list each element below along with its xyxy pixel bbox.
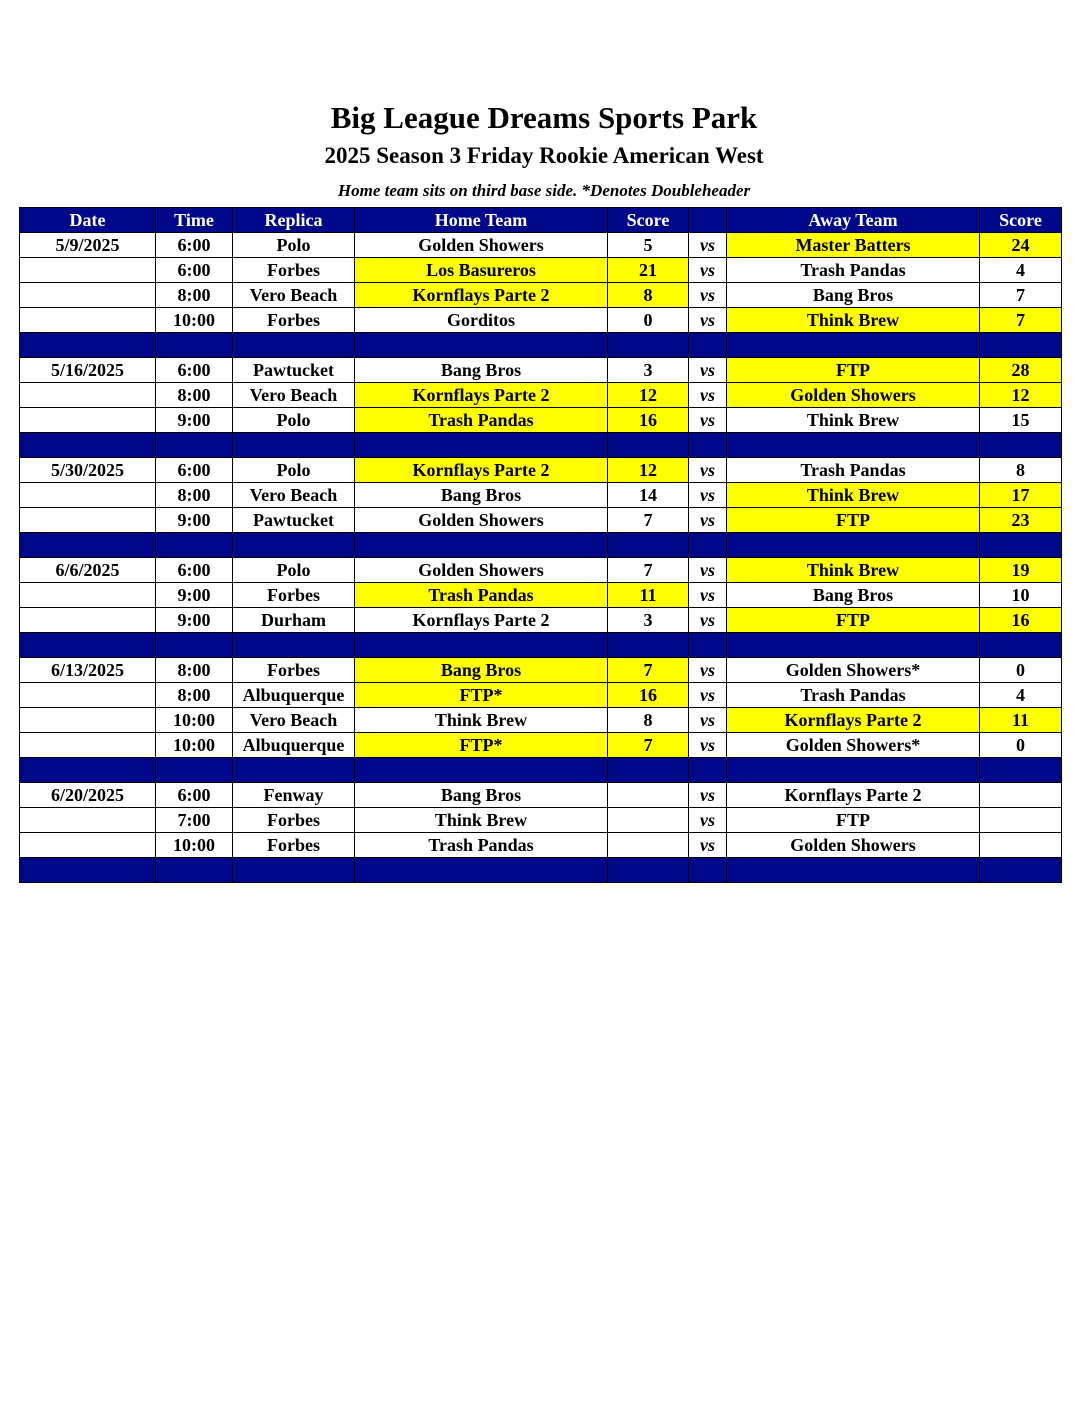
separator-cell — [20, 758, 156, 783]
table-row — [20, 458, 1062, 483]
away-team-cell: Kornflays Parte 2 — [727, 708, 980, 733]
time-cell: 6:00 — [156, 358, 233, 383]
away-score-cell: 24 — [980, 233, 1062, 258]
vs-cell: vs — [689, 733, 727, 758]
date-cell: 5/9/2025 — [20, 233, 156, 258]
separator-cell — [355, 633, 608, 658]
vs-cell: vs — [689, 283, 727, 308]
vs-cell: vs — [689, 558, 727, 583]
date-cell — [20, 583, 156, 608]
home-team-cell: Bang Bros — [355, 658, 608, 683]
away-team-cell: Trash Pandas — [727, 683, 980, 708]
date-cell: 6/6/2025 — [20, 558, 156, 583]
date-cell — [20, 683, 156, 708]
home-team-cell: Gorditos — [355, 308, 608, 333]
date-cell: 5/30/2025 — [20, 458, 156, 483]
away-score-cell: 4 — [980, 683, 1062, 708]
away-score-cell: 19 — [980, 558, 1062, 583]
separator-cell — [233, 858, 355, 883]
home-team-cell: Bang Bros — [355, 783, 608, 808]
away-team-cell: Trash Pandas — [727, 458, 980, 483]
home-team-note: Home team sits on third base side. *Denotes Doubleheader — [337, 181, 751, 200]
home-team-cell: Think Brew — [355, 708, 608, 733]
vs-cell: vs — [689, 308, 727, 333]
away-score-cell: 23 — [980, 508, 1062, 533]
separator-cell — [156, 633, 233, 658]
home-team-cell: Bang Bros — [355, 358, 608, 383]
replica-cell: Albuquerque — [233, 733, 355, 758]
separator-cell — [156, 333, 233, 358]
home-score-cell: 5 — [608, 233, 689, 258]
col-header-time: Time — [156, 208, 233, 233]
home-team-cell: Kornflays Parte 2 — [355, 383, 608, 408]
separator-cell — [355, 433, 608, 458]
table-row — [20, 608, 1062, 633]
time-cell: 6:00 — [156, 233, 233, 258]
time-cell: 10:00 — [156, 833, 233, 858]
separator-cell — [980, 758, 1062, 783]
home-team-cell: Kornflays Parte 2 — [355, 458, 608, 483]
away-score-cell: 11 — [980, 708, 1062, 733]
table-row — [20, 258, 1062, 283]
replica-cell: Vero Beach — [233, 283, 355, 308]
away-score-cell: 28 — [980, 358, 1062, 383]
home-team-cell: FTP* — [355, 683, 608, 708]
table-row — [20, 483, 1062, 508]
table-row — [20, 708, 1062, 733]
replica-cell: Forbes — [233, 308, 355, 333]
time-cell: 9:00 — [156, 408, 233, 433]
separator-cell — [608, 333, 689, 358]
away-score-cell: 12 — [980, 383, 1062, 408]
replica-cell: Fenway — [233, 783, 355, 808]
away-team-cell: Think Brew — [727, 483, 980, 508]
separator-cell — [20, 633, 156, 658]
table-header-row — [20, 208, 1062, 233]
replica-cell: Pawtucket — [233, 358, 355, 383]
table-row — [20, 783, 1062, 808]
table-row — [20, 833, 1062, 858]
time-cell: 8:00 — [156, 683, 233, 708]
away-team-cell: Golden Showers* — [727, 658, 980, 683]
table-row — [20, 733, 1062, 758]
home-score-cell — [608, 783, 689, 808]
replica-cell: Albuquerque — [233, 683, 355, 708]
home-team-cell: Kornflays Parte 2 — [355, 283, 608, 308]
date-cell — [20, 308, 156, 333]
separator-cell — [608, 758, 689, 783]
separator-cell — [727, 333, 980, 358]
col-header-vs — [689, 208, 727, 233]
schedule-body — [20, 233, 1062, 883]
date-cell — [20, 733, 156, 758]
home-team-cell: Trash Pandas — [355, 833, 608, 858]
separator-cell — [355, 758, 608, 783]
home-score-cell: 12 — [608, 458, 689, 483]
separator-cell — [20, 858, 156, 883]
home-score-cell: 7 — [608, 658, 689, 683]
vs-cell: vs — [689, 683, 727, 708]
time-cell: 9:00 — [156, 608, 233, 633]
separator-cell — [689, 333, 727, 358]
time-cell: 8:00 — [156, 383, 233, 408]
week-separator-row — [20, 633, 1062, 658]
col-header-replica: Replica — [233, 208, 355, 233]
replica-cell: Polo — [233, 458, 355, 483]
col-header-home-team: Home Team — [355, 208, 608, 233]
separator-cell — [727, 858, 980, 883]
away-score-cell: 4 — [980, 258, 1062, 283]
replica-cell: Forbes — [233, 833, 355, 858]
home-team-cell: Trash Pandas — [355, 408, 608, 433]
vs-cell: vs — [689, 408, 727, 433]
separator-cell — [608, 533, 689, 558]
home-score-cell: 8 — [608, 283, 689, 308]
home-score-cell: 8 — [608, 708, 689, 733]
away-team-cell: Golden Showers — [727, 383, 980, 408]
replica-cell: Vero Beach — [233, 383, 355, 408]
away-score-cell — [980, 808, 1062, 833]
vs-cell: vs — [689, 583, 727, 608]
vs-cell: vs — [689, 483, 727, 508]
away-score-cell: 0 — [980, 658, 1062, 683]
table-row — [20, 683, 1062, 708]
separator-cell — [689, 858, 727, 883]
away-team-cell: Master Batters — [727, 233, 980, 258]
separator-cell — [355, 533, 608, 558]
table-row — [20, 808, 1062, 833]
vs-cell: vs — [689, 358, 727, 383]
time-cell: 6:00 — [156, 558, 233, 583]
home-score-cell: 11 — [608, 583, 689, 608]
date-cell — [20, 508, 156, 533]
away-team-cell: Think Brew — [727, 308, 980, 333]
col-header-home-score: Score — [608, 208, 689, 233]
separator-cell — [156, 533, 233, 558]
vs-cell: vs — [689, 383, 727, 408]
date-cell — [20, 833, 156, 858]
separator-cell — [727, 533, 980, 558]
table-row — [20, 233, 1062, 258]
away-team-cell: Think Brew — [727, 558, 980, 583]
home-score-cell: 16 — [608, 683, 689, 708]
home-score-cell: 21 — [608, 258, 689, 283]
replica-cell: Polo — [233, 408, 355, 433]
home-team-cell: Think Brew — [355, 808, 608, 833]
home-team-cell: Golden Showers — [355, 508, 608, 533]
time-cell: 8:00 — [156, 658, 233, 683]
away-team-cell: Golden Showers — [727, 833, 980, 858]
home-score-cell: 16 — [608, 408, 689, 433]
vs-cell: vs — [689, 458, 727, 483]
time-cell: 9:00 — [156, 583, 233, 608]
away-team-cell: Trash Pandas — [727, 258, 980, 283]
separator-cell — [980, 433, 1062, 458]
home-team-cell: Kornflays Parte 2 — [355, 608, 608, 633]
separator-cell — [20, 533, 156, 558]
time-cell: 7:00 — [156, 808, 233, 833]
separator-cell — [608, 633, 689, 658]
col-header-away-score: Score — [980, 208, 1062, 233]
separator-cell — [233, 433, 355, 458]
week-separator-row — [20, 433, 1062, 458]
separator-cell — [689, 433, 727, 458]
table-row — [20, 558, 1062, 583]
date-cell — [20, 483, 156, 508]
table-row — [20, 508, 1062, 533]
replica-cell: Forbes — [233, 583, 355, 608]
vs-cell: vs — [689, 508, 727, 533]
separator-cell — [156, 858, 233, 883]
vs-cell: vs — [689, 808, 727, 833]
home-team-cell: Golden Showers — [355, 558, 608, 583]
away-score-cell: 16 — [980, 608, 1062, 633]
time-cell: 6:00 — [156, 258, 233, 283]
separator-cell — [608, 858, 689, 883]
vs-cell: vs — [689, 233, 727, 258]
schedule-table — [19, 207, 1062, 883]
home-team-cell: Bang Bros — [355, 483, 608, 508]
date-cell — [20, 258, 156, 283]
separator-cell — [980, 858, 1062, 883]
time-cell: 10:00 — [156, 308, 233, 333]
home-score-cell: 3 — [608, 358, 689, 383]
table-row — [20, 658, 1062, 683]
home-score-cell: 7 — [608, 733, 689, 758]
replica-cell: Forbes — [233, 658, 355, 683]
date-cell — [20, 708, 156, 733]
separator-cell — [727, 433, 980, 458]
home-score-cell: 0 — [608, 308, 689, 333]
home-team-cell: Golden Showers — [355, 233, 608, 258]
separator-cell — [355, 333, 608, 358]
home-score-cell: 7 — [608, 508, 689, 533]
vs-cell: vs — [689, 658, 727, 683]
time-cell: 9:00 — [156, 508, 233, 533]
separator-cell — [689, 633, 727, 658]
separator-cell — [233, 758, 355, 783]
vs-cell: vs — [689, 258, 727, 283]
date-cell — [20, 808, 156, 833]
table-row — [20, 308, 1062, 333]
separator-cell — [980, 633, 1062, 658]
separator-cell — [20, 333, 156, 358]
home-score-cell: 14 — [608, 483, 689, 508]
week-separator-row — [20, 758, 1062, 783]
away-team-cell: FTP — [727, 358, 980, 383]
date-cell — [20, 608, 156, 633]
away-score-cell — [980, 783, 1062, 808]
away-team-cell: Think Brew — [727, 408, 980, 433]
home-team-cell: FTP* — [355, 733, 608, 758]
away-score-cell: 7 — [980, 283, 1062, 308]
table-row — [20, 358, 1062, 383]
home-score-cell: 12 — [608, 383, 689, 408]
replica-cell: Pawtucket — [233, 508, 355, 533]
home-score-cell: 3 — [608, 608, 689, 633]
away-team-cell: FTP — [727, 808, 980, 833]
col-header-away-team: Away Team — [727, 208, 980, 233]
away-team-cell: Golden Showers* — [727, 733, 980, 758]
separator-cell — [233, 533, 355, 558]
season-subtitle: 2025 Season 3 Friday Rookie American West — [324, 143, 764, 168]
vs-cell: vs — [689, 833, 727, 858]
table-row — [20, 583, 1062, 608]
away-score-cell: 10 — [980, 583, 1062, 608]
home-team-cell: Los Basureros — [355, 258, 608, 283]
away-score-cell: 8 — [980, 458, 1062, 483]
separator-cell — [355, 858, 608, 883]
date-cell — [20, 283, 156, 308]
vs-cell: vs — [689, 708, 727, 733]
time-cell: 6:00 — [156, 783, 233, 808]
separator-cell — [608, 433, 689, 458]
away-team-cell: FTP — [727, 508, 980, 533]
separator-cell — [233, 333, 355, 358]
separator-cell — [233, 633, 355, 658]
time-cell: 8:00 — [156, 283, 233, 308]
away-score-cell: 7 — [980, 308, 1062, 333]
date-cell: 5/16/2025 — [20, 358, 156, 383]
away-team-cell: FTP — [727, 608, 980, 633]
away-score-cell: 17 — [980, 483, 1062, 508]
page-title: Big League Dreams Sports Park — [330, 100, 758, 135]
replica-cell: Forbes — [233, 258, 355, 283]
separator-cell — [980, 333, 1062, 358]
replica-cell: Polo — [233, 558, 355, 583]
replica-cell: Forbes — [233, 808, 355, 833]
separator-cell — [156, 433, 233, 458]
away-score-cell: 15 — [980, 408, 1062, 433]
away-team-cell: Bang Bros — [727, 583, 980, 608]
separator-cell — [727, 758, 980, 783]
date-cell — [20, 383, 156, 408]
separator-cell — [689, 758, 727, 783]
away-score-cell: 0 — [980, 733, 1062, 758]
separator-cell — [20, 433, 156, 458]
separator-cell — [980, 533, 1062, 558]
col-header-date: Date — [20, 208, 156, 233]
home-team-cell: Trash Pandas — [355, 583, 608, 608]
time-cell: 10:00 — [156, 733, 233, 758]
replica-cell: Durham — [233, 608, 355, 633]
away-score-cell — [980, 833, 1062, 858]
away-team-cell: Bang Bros — [727, 283, 980, 308]
table-row — [20, 408, 1062, 433]
vs-cell: vs — [689, 783, 727, 808]
week-separator-row — [20, 533, 1062, 558]
vs-cell: vs — [689, 608, 727, 633]
date-cell: 6/20/2025 — [20, 783, 156, 808]
home-score-cell — [608, 808, 689, 833]
home-score-cell — [608, 833, 689, 858]
home-score-cell: 7 — [608, 558, 689, 583]
date-cell — [20, 408, 156, 433]
week-separator-row — [20, 858, 1062, 883]
table-row — [20, 283, 1062, 308]
replica-cell: Vero Beach — [233, 483, 355, 508]
away-team-cell: Kornflays Parte 2 — [727, 783, 980, 808]
time-cell: 8:00 — [156, 483, 233, 508]
separator-cell — [689, 533, 727, 558]
time-cell: 10:00 — [156, 708, 233, 733]
date-cell: 6/13/2025 — [20, 658, 156, 683]
separator-cell — [727, 633, 980, 658]
table-row — [20, 383, 1062, 408]
time-cell: 6:00 — [156, 458, 233, 483]
replica-cell: Vero Beach — [233, 708, 355, 733]
separator-cell — [156, 758, 233, 783]
replica-cell: Polo — [233, 233, 355, 258]
week-separator-row — [20, 333, 1062, 358]
